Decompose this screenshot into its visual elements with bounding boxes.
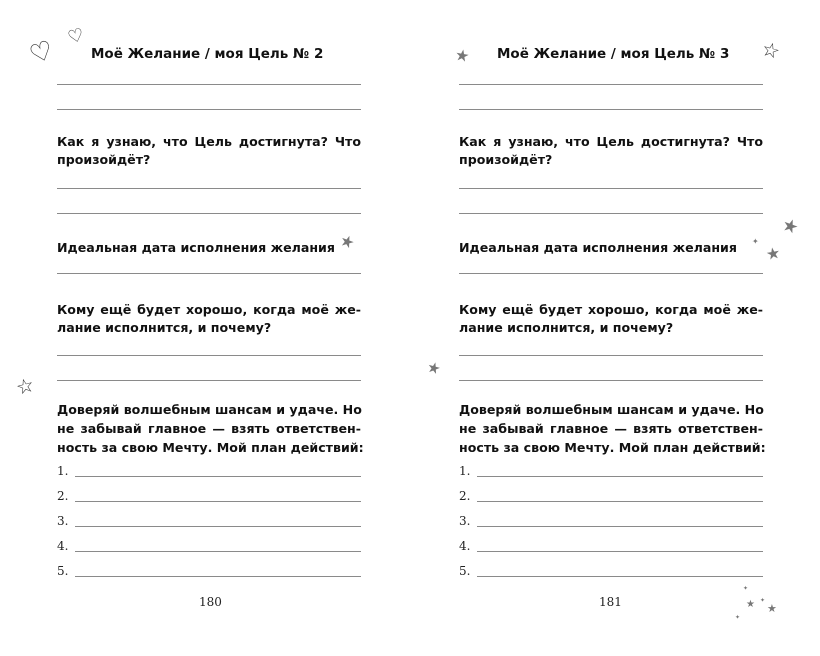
plan-item-number: 1. bbox=[459, 464, 471, 478]
star-icon: ✦ bbox=[743, 585, 749, 592]
question-text: не забывай главное — взять ответствен- bbox=[459, 421, 763, 436]
star-icon: ✦ bbox=[760, 597, 766, 604]
question-text: Идеальная дата исполнения желания bbox=[459, 240, 737, 255]
plan-item-number: 3. bbox=[57, 514, 69, 528]
plan-item-line[interactable] bbox=[477, 501, 763, 502]
question-text: Как я узнаю, что Цель достигнута? Что bbox=[459, 134, 763, 149]
star-icon: ★ bbox=[453, 44, 471, 67]
star-icon: ★ bbox=[746, 599, 755, 610]
star-icon: ★ bbox=[764, 242, 782, 265]
heart-icon: ♡ bbox=[65, 24, 87, 49]
plan-item-line[interactable] bbox=[477, 576, 763, 577]
star-icon: ★ bbox=[425, 357, 443, 379]
question-text: произойдёт? bbox=[459, 152, 553, 167]
plan-item-number: 3. bbox=[459, 514, 471, 528]
question-text: произойдёт? bbox=[57, 152, 151, 167]
plan-item-line[interactable] bbox=[477, 476, 763, 477]
question-text: лание исполнится, и почему? bbox=[57, 320, 272, 335]
question-text: Доверяй волшебным шансам и удаче. Но bbox=[57, 402, 362, 417]
question-text: Кому ещё будет хорошо, когда моё же- bbox=[57, 302, 361, 317]
answer-line[interactable] bbox=[459, 273, 763, 274]
answer-line[interactable] bbox=[459, 213, 763, 214]
plan-item-number: 4. bbox=[459, 539, 471, 553]
page-title: Моё Желание / моя Цель № 2 bbox=[91, 46, 324, 62]
page-number: 180 bbox=[199, 595, 222, 609]
question-text: не забывай главное — взять ответствен- bbox=[57, 421, 361, 436]
question-text: Кому ещё будет хорошо, когда моё же- bbox=[459, 302, 763, 317]
plan-item-number: 2. bbox=[459, 489, 471, 503]
question-text: Доверяй волшебным шансам и удаче. Но bbox=[459, 402, 764, 417]
answer-line[interactable] bbox=[459, 355, 763, 356]
star-outline-icon: ☆ bbox=[13, 372, 37, 400]
star-icon: ✦ bbox=[752, 237, 759, 246]
star-icon: ★ bbox=[767, 602, 777, 615]
answer-line[interactable] bbox=[459, 84, 763, 85]
plan-item-number: 1. bbox=[57, 464, 69, 478]
page-title: Моё Желание / моя Цель № 3 bbox=[497, 46, 730, 62]
question-text: лание исполнится, и почему? bbox=[459, 320, 674, 335]
star-icon: ★ bbox=[779, 213, 802, 240]
star-icon: ★ bbox=[337, 230, 358, 253]
plan-item-line[interactable] bbox=[477, 526, 763, 527]
heart-icon: ♡ bbox=[25, 34, 58, 72]
plan-item-number: 5. bbox=[57, 564, 69, 578]
plan-item-line[interactable] bbox=[477, 551, 763, 552]
star-outline-icon: ☆ bbox=[759, 36, 783, 64]
star-icon: ✦ bbox=[735, 614, 741, 621]
question-text: Как я узнаю, что Цель достигнута? Что bbox=[57, 134, 361, 149]
question-text: ность за свою Мечту. Мой план действий: bbox=[459, 440, 766, 455]
plan-item-number: 4. bbox=[57, 539, 69, 553]
answer-line[interactable] bbox=[459, 188, 763, 189]
plan-item-number: 2. bbox=[57, 489, 69, 503]
question-text: ность за свою Мечту. Мой план действий: bbox=[57, 440, 364, 455]
question-text: Идеальная дата исполнения желания bbox=[57, 240, 335, 255]
page-number: 181 bbox=[599, 595, 622, 609]
plan-item-number: 5. bbox=[459, 564, 471, 578]
answer-line[interactable] bbox=[459, 109, 763, 110]
answer-line[interactable] bbox=[459, 380, 763, 381]
